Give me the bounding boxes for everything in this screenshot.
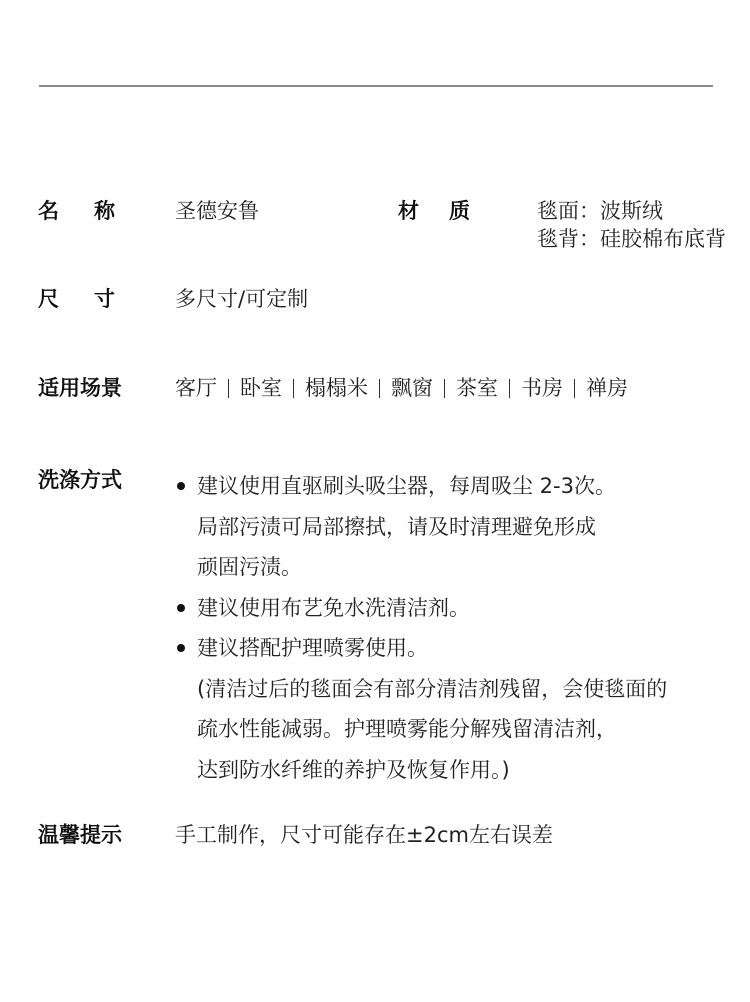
- scene-separator: [574, 379, 575, 398]
- material-backing: 毯背：硅胶棉布底背: [537, 227, 726, 251]
- tips-value: 手工制作，尺寸可能存在±2cm左右误差: [175, 823, 553, 847]
- size-value: 多尺寸/可定制: [175, 287, 309, 311]
- scene-label: 适用场景: [38, 376, 122, 400]
- scene-separator: [379, 379, 380, 398]
- material-label-char-1: 材: [398, 199, 419, 223]
- material-values: [537, 197, 726, 253]
- scene-separator: [293, 379, 294, 398]
- washing-line: 达到防水纤维的养护及恢复作用。): [197, 757, 510, 782]
- scene-separator: [228, 379, 229, 398]
- scene-item: 书房: [521, 376, 563, 400]
- washing-item-3: [175, 628, 735, 790]
- scene-item: 榻榻米: [305, 376, 368, 400]
- scene-item: 客厅: [175, 376, 217, 400]
- material-label-char-2: 质: [449, 199, 470, 223]
- scene-item: 茶室: [456, 376, 498, 400]
- bullet-dot: [177, 482, 185, 490]
- scene-item: 飘窗: [391, 376, 433, 400]
- washing-item-1: [175, 466, 735, 588]
- name-label-char-1: 名: [38, 199, 59, 223]
- top-divider: [39, 85, 713, 87]
- name-value: 圣德安鲁: [175, 199, 259, 223]
- material-label: [398, 197, 470, 225]
- size-label-char-2: 寸: [94, 287, 115, 311]
- washing-instructions: [175, 466, 735, 790]
- washing-line: (清洁过后的毯面会有部分清洁剂残留，会使毯面的: [197, 676, 668, 701]
- size-label: [38, 285, 115, 313]
- scene-item: 禅房: [586, 376, 628, 400]
- size-label-char-1: 尺: [38, 287, 59, 311]
- name-label-char-2: 称: [94, 199, 115, 223]
- washing-line: 顽固污渍。: [197, 555, 302, 579]
- washing-line: 建议使用直驱刷头吸尘器，每周吸尘 2-3次。: [197, 474, 616, 498]
- tips-label: 温馨提示: [38, 823, 122, 847]
- scene-list: [175, 374, 628, 402]
- washing-line: 局部污渍可局部擦拭，请及时清理避免形成: [197, 514, 596, 539]
- washing-line: 疏水性能减弱。护理喷雾能分解残留清洁剂，: [197, 717, 617, 741]
- scene-separator: [509, 379, 510, 398]
- washing-item-2: [175, 588, 735, 629]
- scene-item: 卧室: [240, 376, 282, 400]
- washing-line: 建议搭配护理喷雾使用。: [197, 636, 428, 660]
- name-label: [38, 197, 115, 225]
- washing-line: 建议使用布艺免水洗清洁剂。: [197, 595, 470, 620]
- bullet-dot: [177, 604, 185, 612]
- scene-separator: [444, 379, 445, 398]
- bullet-dot: [177, 644, 185, 652]
- material-surface: 毯面：波斯绒: [537, 199, 663, 223]
- washing-label: 洗涤方式: [38, 468, 122, 492]
